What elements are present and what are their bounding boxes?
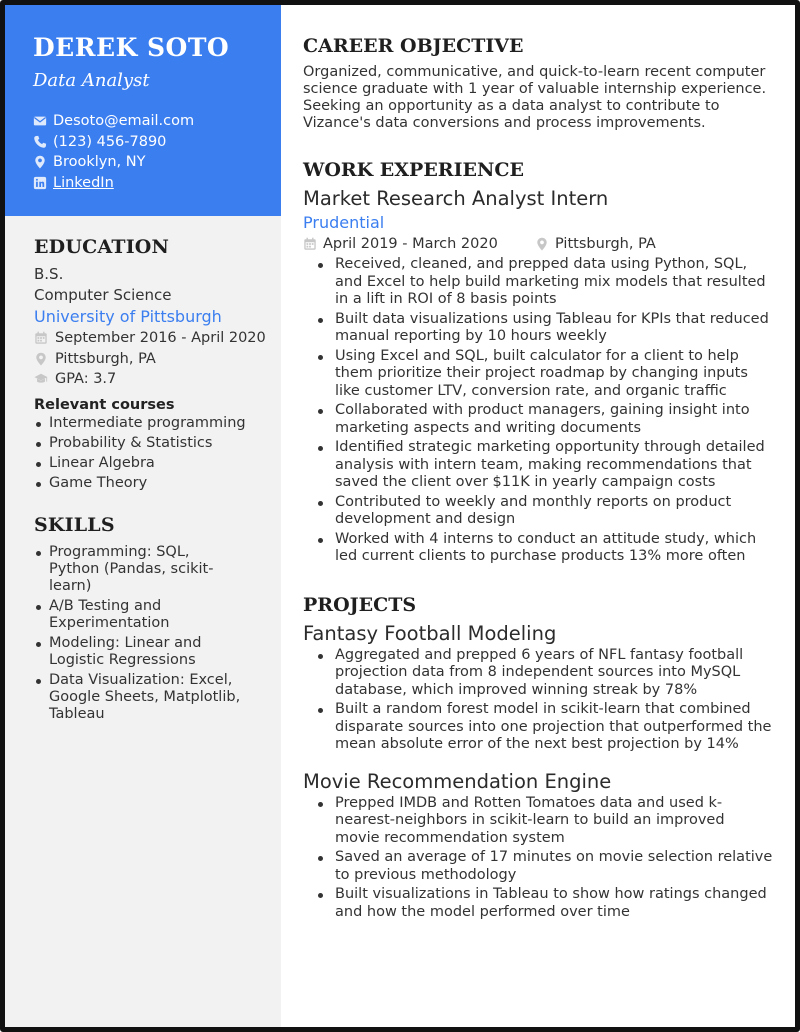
- list-item: Aggregated and prepped 6 years of NFL fantasy football projection data from 8 independent sources into MySQL database, which improved winning streak by 78%: [315, 647, 773, 700]
- objective-title: CAREER OBJECTIVE: [303, 35, 524, 57]
- list-item: Contributed to weekly and monthly reports on product development and design: [315, 494, 773, 529]
- experience-section: [303, 159, 773, 566]
- list-item: Identified strategic marketing opportunity through detailed analysis with intern team, making recommendations that saved the client over $11K in yearly campaign costs: [315, 439, 773, 492]
- projects-section: [303, 594, 773, 922]
- projects-title: PROJECTS: [303, 593, 417, 616]
- project-title: Fantasy Football Modeling: [303, 621, 557, 645]
- list-item: Prepped IMDB and Rotten Tomatoes data and used k-nearest-neighbors in scikit-learn to build an improved movie recommendation system: [315, 795, 773, 848]
- candidate-role: Data Analyst: [33, 70, 150, 91]
- job-location-text: Pittsburgh, PA: [555, 236, 656, 252]
- map-pin-icon: [34, 352, 48, 366]
- project-title: Movie Recommendation Engine: [303, 769, 612, 793]
- school-name: University of Pittsburgh: [34, 307, 222, 326]
- list-item: Received, cleaned, and prepped data using Python, SQL, and Excel to help build marketing mix models that resulted in a lift in ROI of 8 basis points: [315, 256, 773, 309]
- job-dates-text: April 2019 - March 2020: [323, 236, 498, 252]
- job-title: Market Research Analyst Intern: [303, 187, 609, 210]
- contact-linkedin[interactable]: [33, 173, 281, 194]
- list-item: Saved an average of 17 minutes on movie selection relative to previous methodology: [315, 849, 773, 884]
- list-item: Modeling: Linear and Logistic Regressions: [34, 635, 244, 669]
- list-item: Built a random forest model in scikit-learn that combined disparate sources into one projection that outperformed the mean absolute error of the next best projection by 14%: [315, 701, 773, 754]
- objective-section: [303, 35, 773, 132]
- job-meta: [303, 236, 773, 252]
- job-location: [535, 236, 656, 252]
- education-gpa: [34, 369, 281, 390]
- education-title: EDUCATION: [34, 236, 170, 258]
- gpa-text: GPA: 3.7: [55, 371, 117, 387]
- list-item: Built data visualizations using Tableau for KPIs that reduced manual reporting by 10 hours weekly: [315, 311, 773, 346]
- main-content: [303, 5, 773, 923]
- major: Computer Science: [34, 286, 172, 304]
- education-dates: [34, 328, 281, 349]
- contact-location: [33, 152, 281, 173]
- graduation-cap-icon: [34, 372, 48, 386]
- job-dates: [303, 236, 535, 252]
- phone-text: (123) 456-7890: [53, 133, 167, 150]
- email-text: Desoto@email.com: [53, 113, 195, 130]
- phone-icon: [33, 135, 47, 149]
- header: [5, 5, 281, 216]
- sidebar-body: [5, 216, 281, 723]
- list-item: Probability & Statistics: [34, 435, 281, 452]
- calendar-icon: [303, 237, 317, 251]
- linkedin-link[interactable]: LinkedIn: [53, 174, 114, 191]
- education-location-text: Pittsburgh, PA: [55, 350, 156, 367]
- contact-email[interactable]: [33, 111, 281, 132]
- skills-title: SKILLS: [34, 513, 115, 536]
- list-item: Programming: SQL, Python (Pandas, scikit-learn): [34, 544, 244, 595]
- skills-list: [34, 544, 244, 723]
- degree: B.S.: [34, 265, 64, 283]
- list-item: Using Excel and SQL, built calculator for a client to help them prioritize their project roadmap by changing inputs like customer LTV, conversion rate, and organic traffic: [315, 348, 773, 401]
- experience-title: WORK EXPERIENCE: [303, 159, 524, 181]
- company-name: Prudential: [303, 213, 385, 232]
- envelope-icon: [33, 114, 47, 128]
- list-item: Worked with 4 interns to conduct an attitude study, which led current clients to purchase products 13% more often: [315, 531, 773, 566]
- list-item: A/B Testing and Experimentation: [34, 598, 244, 632]
- list-item: Linear Algebra: [34, 455, 281, 472]
- list-item: Intermediate programming: [34, 415, 281, 432]
- contact-phone[interactable]: [33, 132, 281, 153]
- list-item: Game Theory: [34, 475, 281, 492]
- sidebar: [5, 5, 281, 1027]
- list-item: Built visualizations in Tableau to show how ratings changed and how the model performed over time: [315, 886, 773, 921]
- objective-text: Organized, communicative, and quick-to-learn recent computer science graduate with 1 year of valuable internship experience. Seeking an opportunity as a data analyst to contribute to Vizance's data conversions and process improvements.: [303, 64, 767, 131]
- experience-bullets: [303, 256, 773, 566]
- location-text: Brooklyn, NY: [53, 154, 146, 171]
- contact-info: [33, 111, 281, 193]
- list-item: Collaborated with product managers, gaining insight into marketing aspects and writing documents: [315, 402, 773, 437]
- calendar-icon: [34, 331, 48, 345]
- linkedin-icon: [33, 176, 47, 190]
- relevant-courses-label: Relevant courses: [34, 396, 175, 413]
- education-location: [34, 349, 281, 370]
- project-bullets: [303, 647, 773, 754]
- list-item: Data Visualization: Excel, Google Sheets, Matplotlib, Tableau: [34, 672, 244, 723]
- education-dates-text: September 2016 - April 2020: [55, 330, 266, 346]
- map-pin-icon: [33, 155, 47, 169]
- map-pin-icon: [535, 237, 549, 251]
- project-bullets: [303, 795, 773, 922]
- courses-list: [34, 415, 281, 492]
- candidate-name: DEREK SOTO: [33, 33, 230, 62]
